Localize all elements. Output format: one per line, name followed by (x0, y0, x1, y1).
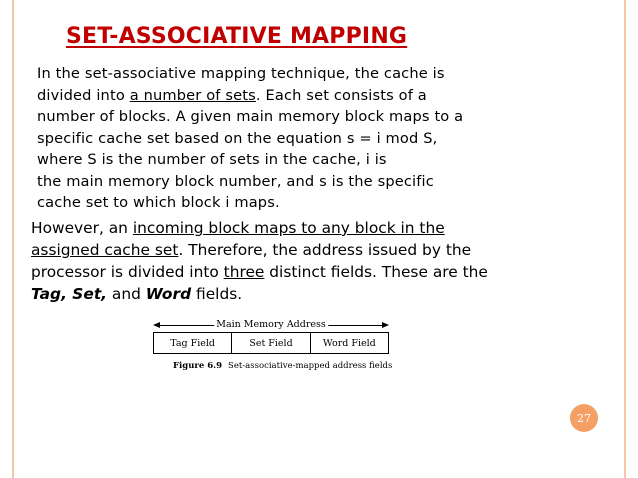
word-field-cell: Word Field (310, 333, 388, 353)
text-line: number of blocks. A given main memory block maps to a (37, 108, 464, 125)
text-line: Tag, Set, and Word fields. (31, 285, 243, 303)
underlined-phrase: assigned cache set (31, 241, 179, 259)
figure-caption (173, 361, 392, 371)
arrow-label: Main Memory Address (216, 319, 326, 330)
set-field-cell: Set Field (231, 333, 309, 353)
term-word: Word (145, 285, 192, 303)
arrow-right-icon (382, 322, 389, 328)
underlined-phrase: incoming block maps to any block in the (132, 219, 445, 237)
text-line: where S is the number of sets in the cache, i is (37, 151, 387, 168)
address-fields-figure (153, 318, 393, 378)
text-line: assigned cache set. Therefore, the address issued by the (31, 241, 472, 259)
text-line: In the set-associative mapping technique, the cache is (37, 65, 445, 82)
text-line: cache set to which block i maps. (37, 194, 280, 211)
page-number-badge: 27 (570, 404, 598, 432)
text-line: specific cache set based on the equation s = i mod S, (37, 129, 438, 147)
term-set: Set, (72, 285, 108, 303)
text-line: the main memory block number, and s is the specific (37, 172, 434, 190)
figure-caption-text: Set-associative-mapped address fields (228, 361, 393, 371)
term-tag: Tag (31, 285, 62, 303)
text-line: processor is divided into three distinct fields. These are the (31, 263, 488, 281)
address-fields-box (153, 332, 389, 354)
arrow-left-icon (153, 322, 160, 328)
paragraph-fields (31, 217, 606, 305)
main-memory-address-arrow (153, 318, 389, 332)
tag-field-cell: Tag Field (170, 337, 216, 349)
figure-number: Figure 6.9 (173, 361, 223, 371)
text-line: However, an incoming block maps to any block in the (31, 219, 445, 237)
underlined-phrase: a number of sets (129, 86, 256, 104)
text-line: divided into a number of sets. Each set consists of a (37, 86, 427, 104)
slide-title: SET-ASSOCIATIVE MAPPING (66, 24, 408, 49)
paragraph-intro (37, 63, 597, 214)
underlined-phrase: three (223, 263, 265, 281)
